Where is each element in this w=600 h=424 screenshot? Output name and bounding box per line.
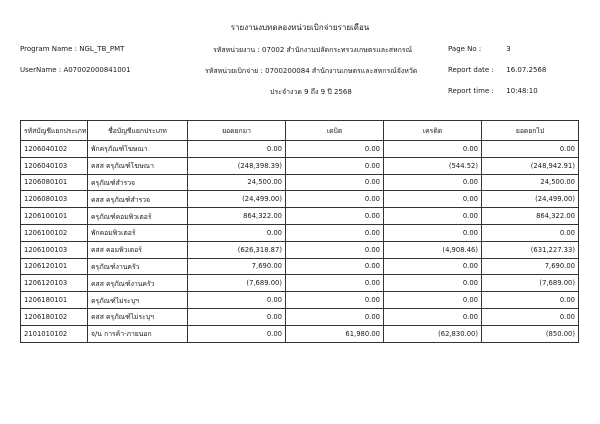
account-name-cell: ครุภัณฑ์สำรวจ [88,174,188,191]
report-date [448,66,546,74]
agency-code-label: รหัสหน่วยงาน : [213,46,260,54]
account-code-cell: 1206180101 [21,292,88,309]
account-name-cell: ครุภัณฑ์งานครัว [88,258,188,275]
agency-code-value: 07002 สำนักงานปลัดกระทรวงเกษตรและสหกรณ์ [262,46,413,54]
account-code-cell: 1206100102 [21,224,88,241]
table-row [21,258,579,275]
opening-balance-cell: 0.00 [188,141,286,158]
username-label: UserName : [20,66,62,74]
table-row [21,157,579,174]
program-name [20,45,124,53]
disbursement-unit [205,66,417,77]
debit-cell: 0.00 [286,141,384,158]
header-debit: เดบิต [286,121,384,141]
account-code-cell: 1206120103 [21,275,88,292]
account-code-cell: 1206080103 [21,191,88,208]
report-title: รายงานงบทดลองหน่วยเบิกจ่ายรายเดือน [230,23,370,32]
closing-balance-cell: 24,500.00 [482,174,579,191]
opening-balance-cell: 0.00 [188,292,286,309]
credit-cell: 0.00 [384,191,482,208]
closing-balance-cell: 7,690.00 [482,258,579,275]
credit-cell: (62,830.00) [384,325,482,342]
opening-balance-cell: 0.00 [188,325,286,342]
credit-cell: 0.00 [384,208,482,225]
table-row [21,174,579,191]
closing-balance-cell: 0.00 [482,308,579,325]
debit-cell: 0.00 [286,224,384,241]
page-number [448,45,511,53]
header-opening-balance: ยอดยกมา [188,121,286,141]
debit-cell: 0.00 [286,308,384,325]
credit-cell: 0.00 [384,292,482,309]
table-row [21,208,579,225]
account-name-cell: คสส ครุภัณฑ์งานครัว [88,275,188,292]
closing-balance-cell: 0.00 [482,141,579,158]
closing-balance-cell: 864,322.00 [482,208,579,225]
debit-cell: 0.00 [286,191,384,208]
table-row [21,224,579,241]
credit-cell: (4,908.46) [384,241,482,258]
debit-cell: 0.00 [286,241,384,258]
closing-balance-cell: (631,227.33) [482,241,579,258]
debit-cell: 0.00 [286,292,384,309]
report-time-value: 10:48:10 [506,87,538,95]
report-time [448,87,538,95]
header-account-name: ชื่อบัญชีแยกประเภท [88,121,188,141]
account-name-cell: ครุภัณฑ์ไม่ระบุฯ [88,292,188,309]
disbursement-unit-label: รหัสหน่วยเบิกจ่าย : [205,67,263,75]
account-name-cell: คสส คอมพิวเตอร์ [88,241,188,258]
table-row [21,191,579,208]
account-name-cell: คสส ครุภัณฑ์สำรวจ [88,191,188,208]
account-code-cell: 1206180102 [21,308,88,325]
page-number-value: 3 [506,45,511,53]
account-code-cell: 1206100103 [21,241,88,258]
closing-balance-cell: (248,942.91) [482,157,579,174]
account-name-cell: คสส ครุภัณฑ์โฆษณา [88,157,188,174]
header-closing-balance: ยอดยกไป [482,121,579,141]
header-credit: เครดิต [384,121,482,141]
closing-balance-cell: (850.00) [482,325,579,342]
table-body [21,141,579,343]
disbursement-unit-value: 0700200084 สำนักงานเกษตรและสหกรณ์จังหวัด [265,67,418,75]
closing-balance-cell: (7,689.00) [482,275,579,292]
closing-balance-cell: (24,499.00) [482,191,579,208]
account-name-cell: ครุภัณฑ์คอมพิวเตอร์ [88,208,188,225]
account-name-cell: คสส ครุภัณฑ์ไม่ระบุฯ [88,308,188,325]
debit-cell: 0.00 [286,174,384,191]
credit-cell: 0.00 [384,174,482,191]
username-value: A07002000841001 [63,66,131,74]
opening-balance-cell: 864,322.00 [188,208,286,225]
credit-cell: 0.00 [384,308,482,325]
table-header-row [21,121,579,141]
credit-cell: (544.52) [384,157,482,174]
account-name-cell: พักครุภัณฑ์โฆษณา [88,141,188,158]
table-row [21,325,579,342]
username [20,66,131,74]
table-row [21,275,579,292]
account-code-cell: 1206080101 [21,174,88,191]
account-code-cell: 1206100101 [21,208,88,225]
account-code-cell: 1206040103 [21,157,88,174]
account-name-cell: พักคอมพิวเตอร์ [88,224,188,241]
report-period: ประจำงวด 9 ถึง 9 ปี 2568 [270,88,352,96]
account-name-cell: จ/น การค้า-ภายนอก [88,325,188,342]
closing-balance-cell: 0.00 [482,224,579,241]
table-row [21,292,579,309]
credit-cell: 0.00 [384,224,482,241]
account-code-cell: 1206040102 [21,141,88,158]
account-code-cell: 2101010102 [21,325,88,342]
program-name-value: NGL_TB_PMT [79,45,125,53]
opening-balance-cell: (7,689.00) [188,275,286,292]
report-date-label: Report date : [448,66,494,74]
credit-cell: 0.00 [384,275,482,292]
page-number-label: Page No : [448,45,482,53]
opening-balance-cell: (248,398.39) [188,157,286,174]
account-code-cell: 1206120101 [21,258,88,275]
debit-cell: 0.00 [286,258,384,275]
credit-cell: 0.00 [384,141,482,158]
opening-balance-cell: (24,499.00) [188,191,286,208]
opening-balance-cell: 0.00 [188,224,286,241]
agency-code [213,45,412,56]
credit-cell: 0.00 [384,258,482,275]
table-row [21,241,579,258]
report-time-label: Report time : [448,87,494,95]
debit-cell: 61,980.00 [286,325,384,342]
opening-balance-cell: (626,318.87) [188,241,286,258]
debit-cell: 0.00 [286,275,384,292]
opening-balance-cell: 0.00 [188,308,286,325]
table-row [21,141,579,158]
opening-balance-cell: 24,500.00 [188,174,286,191]
program-name-label: Program Name : [20,45,77,53]
closing-balance-cell: 0.00 [482,292,579,309]
debit-cell: 0.00 [286,157,384,174]
opening-balance-cell: 7,690.00 [188,258,286,275]
debit-cell: 0.00 [286,208,384,225]
header-account-code: รหัสบัญชีแยกประเภท [21,121,88,141]
trial-balance-table [20,120,579,343]
report-date-value: 16.07.2568 [506,66,547,74]
table-row [21,308,579,325]
